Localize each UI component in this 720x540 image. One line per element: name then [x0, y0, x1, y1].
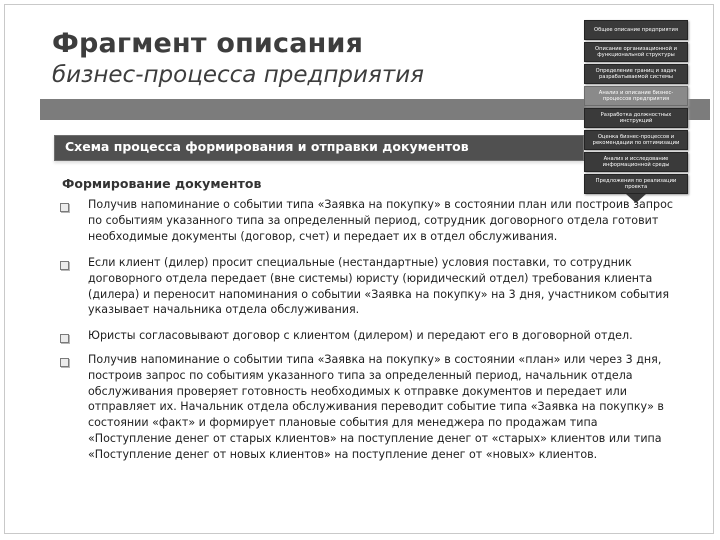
process-step: Описание организационной и функциональной структуры: [584, 42, 688, 62]
slide-title-line1: Фрагмент описания: [52, 28, 364, 59]
section-heading: Формирование документов: [62, 176, 262, 191]
process-step: Общее описание предприятия: [584, 20, 688, 40]
process-step: Оценка бизнес-процессов и рекомендации по оптимизации: [584, 130, 688, 150]
bullet-text: Получив напоминание о событии типа «Заявка на покупку» в состоянии «план» или через 3 дня, построив запрос по событиям указанного типа за определенный период, начальник отдела обслуживания проверяет готовность необходимых к отправке документов и передает или отправляет их. Начальник отдела обслуживания переводит событие типа «Заявка на покупку» в состоянии «факт» и формирует плановые события для менеджера по продажам типа «Поступление денег от старых клиентов» на поступление денег от «старых» клиентов или типа «Поступление денег от новых клиентов» на поступление денег от «новых» клиентов.: [88, 353, 664, 461]
slide-title-line2: бизнес-процесса предприятия: [52, 62, 424, 88]
bullet-text: Если клиент (дилер) просит специальные (нестандартные) условия поставки, то сотрудник договорного отдела передает (вне системы) юристу (юридический отдел) требования клиента (дилера) и переносит напоминания о событии «Заявка на покупку» на 3 дня, участником события указывает начальника отдела обслуживания.: [88, 256, 670, 317]
process-step: Предложения по реализации проекта: [584, 174, 688, 194]
square-bullet-icon: [60, 203, 69, 212]
diagram-label-box: [54, 135, 584, 161]
diagram-label: Схема процесса формирования и отправки документов: [65, 139, 469, 154]
square-bullet-icon: [60, 358, 69, 367]
process-step: Разработка должностных инструкций: [584, 108, 688, 128]
square-bullet-icon: [60, 261, 69, 270]
process-step: Анализ и исследование информационной среды: [584, 152, 688, 172]
bullet-text: Юристы согласовывают договор с клиентом (дилером) и передают его в договорной отдел.: [88, 329, 633, 342]
bullet-text: Получив напоминание о событии типа «Заявка на покупку» в состоянии план или построив запрос по событиям указанного типа за определенный период, сотрудник договорного отдела готовит необходимые документы (договор, счет) и передает их в отдел обслуживания.: [88, 198, 673, 243]
square-bullet-icon: [60, 334, 69, 343]
process-step-active: Анализ и описание бизнес-процессов предприятия: [584, 86, 688, 106]
process-step: Определение границ и задач разрабатываемой системы: [584, 64, 688, 84]
